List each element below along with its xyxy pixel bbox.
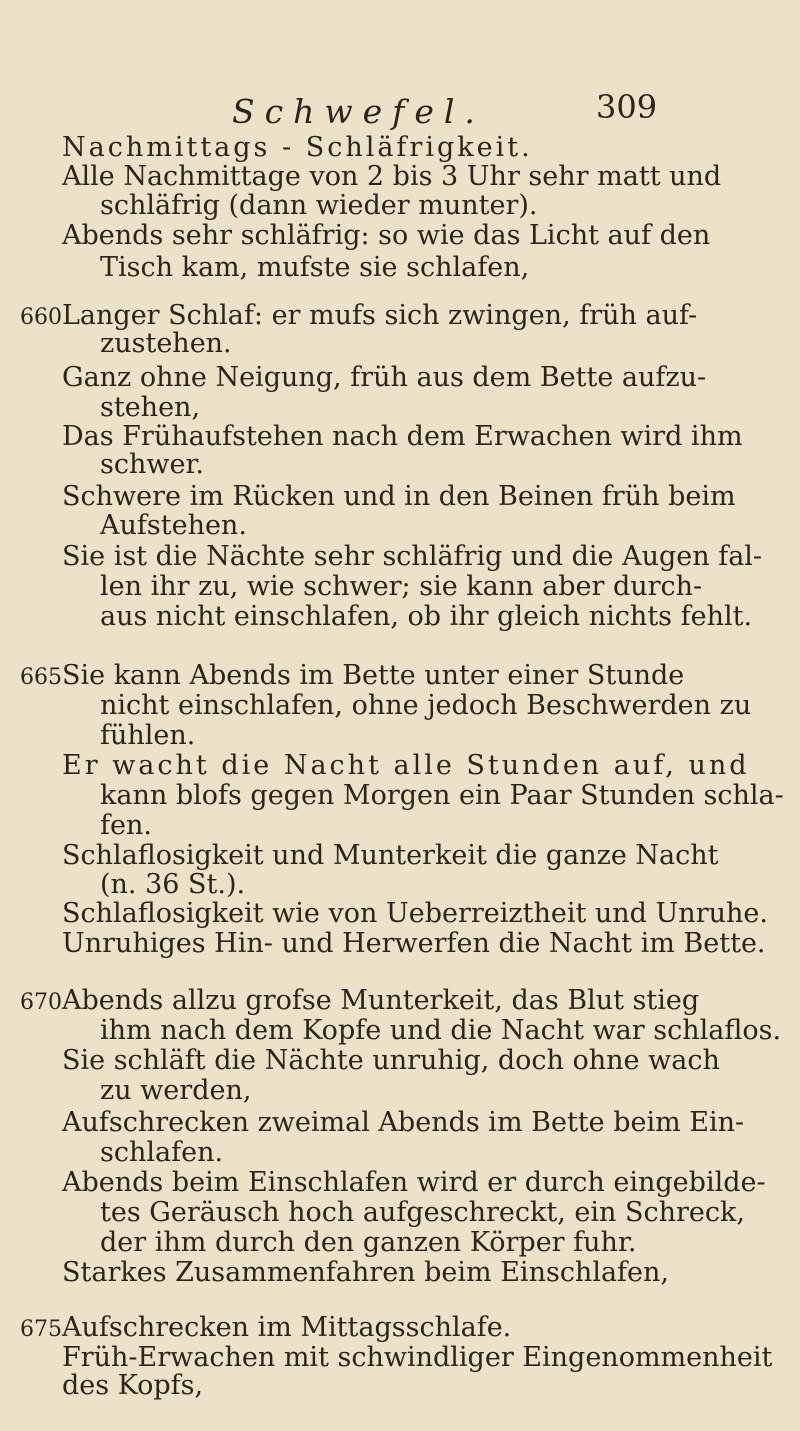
page-number: 309 — [596, 88, 658, 126]
running-title: Schwefel. — [232, 92, 485, 131]
line-number: 670 — [20, 990, 62, 1015]
line-number: 660 — [20, 305, 62, 330]
text-line: Früh-Erwachen mit schwindliger Eingenommenheit — [62, 1342, 773, 1373]
line-number: 675 — [20, 1317, 62, 1342]
text-line: Abends beim Einschlafen wird er durch eingebilde- — [62, 1167, 766, 1198]
text-line: Tisch kam, mufste sie schlafen, — [100, 252, 530, 283]
text-line: Er wacht die Nacht alle Stunden auf, und — [62, 750, 750, 781]
text-line: schläfrig (dann wieder munter). — [100, 190, 538, 221]
text-line: Nachmittags - Schläfrigkeit. — [62, 132, 533, 163]
text-line: Aufstehen. — [100, 510, 247, 541]
text-line: Schwere im Rücken und in den Beinen früh beim — [62, 481, 736, 512]
text-line: Ganz ohne Neigung, früh aus dem Bette aufzu- — [62, 362, 707, 393]
text-line: Alle Nachmittage von 2 bis 3 Uhr sehr matt und — [62, 161, 722, 192]
text-line: Schlaflosigkeit und Munterkeit die ganze Nacht — [62, 840, 719, 871]
line-number: 665 — [20, 665, 62, 690]
text-line: ihm nach dem Kopfe und die Nacht war schlaflos. — [100, 1015, 782, 1046]
text-line: schlafen. — [100, 1137, 224, 1168]
text-line: Starkes Zusammenfahren beim Einschlafen, — [62, 1257, 669, 1288]
text-line: Aufschrecken zweimal Abends im Bette beim Ein- — [62, 1107, 745, 1138]
text-line: tes Geräusch hoch aufgeschreckt, ein Schreck, — [100, 1197, 745, 1228]
text-line: (n. 36 St.). — [100, 869, 246, 900]
text-line: Unruhiges Hin- und Herwerfen die Nacht im Bette. — [62, 928, 766, 959]
text-line: zu werden, — [100, 1075, 252, 1106]
text-line: Sie ist die Nächte sehr schläfrig und die Augen fal- — [62, 541, 763, 572]
text-line: stehen, — [100, 392, 201, 423]
text-line: aus nicht einschlafen, ob ihr gleich nichts fehlt. — [100, 601, 753, 632]
text-line: Langer Schlaf: er mufs sich zwingen, früh auf- — [62, 300, 698, 331]
text-line: fen. — [100, 810, 152, 841]
text-line: der ihm durch den ganzen Körper fuhr. — [100, 1227, 637, 1258]
text-line: des Kopfs, — [62, 1370, 204, 1401]
text-line: schwer. — [100, 449, 204, 480]
text-line: Sie kann Abends im Bette unter einer Stunde — [62, 660, 685, 691]
text-line: fühlen. — [100, 720, 196, 751]
text-line: kann blofs gegen Morgen ein Paar Stunden schla- — [100, 780, 784, 811]
text-line: Schlaflosigkeit wie von Ueberreiztheit und Unruhe. — [62, 898, 768, 929]
text-line: nicht einschlafen, ohne jedoch Beschwerden zu — [100, 690, 752, 721]
text-line: zustehen. — [100, 328, 232, 359]
text-line: Das Frühaufstehen nach dem Erwachen wird ihm — [62, 421, 743, 452]
text-line: Aufschrecken im Mittagsschlafe. — [62, 1312, 512, 1343]
text-line: Sie schläft die Nächte unruhig, doch ohne wach — [62, 1045, 720, 1076]
text-line: Abends sehr schläfrig: so wie das Licht auf den — [62, 220, 711, 251]
text-line: len ihr zu, wie schwer; sie kann aber durch- — [100, 571, 703, 602]
text-line: Abends allzu grofse Munterkeit, das Blut stieg — [62, 985, 700, 1016]
